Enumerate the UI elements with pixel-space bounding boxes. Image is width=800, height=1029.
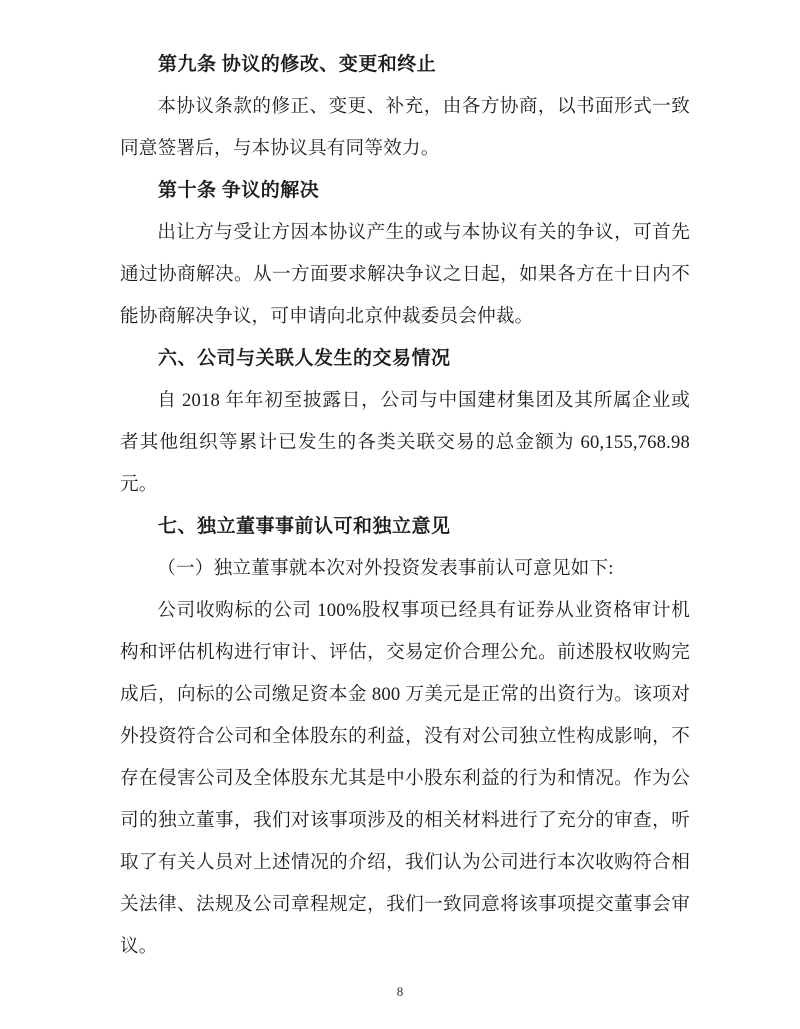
section-heading-seven: 七、独立董事事前认可和独立意见: [158, 516, 451, 537]
text-line: 通过协商解决。从一方面要求解决争议之日起，如果各方在十日内不: [120, 264, 690, 285]
text-line: 自 2018 年年初至披露日，公司与中国建材集团及其所属企业或: [157, 390, 690, 411]
text-line: 关法律、法规及公司章程规定，我们一致同意将该事项提交董事会审: [120, 894, 690, 915]
text-line: 出让方与受让方因本协议产生的或与本协议有关的争议，可首先: [157, 222, 690, 243]
text-line: 同意签署后，与本协议具有同等效力。: [120, 138, 440, 159]
section-heading-six: 六、公司与关联人发生的交易情况: [158, 348, 451, 369]
text-line: （一）独立董事就本次对外投资发表事前认可意见如下:: [157, 558, 614, 579]
section-heading-article-9: 第九条 协议的修改、变更和终止: [158, 54, 437, 75]
text-line: 取了有关人员对上述情况的介绍，我们认为公司进行本次收购符合相: [120, 852, 690, 873]
section-heading-article-10: 第十条 争议的解决: [158, 180, 320, 201]
page-number: 8: [396, 984, 404, 999]
text-line: 外投资符合公司和全体股东的利益，没有对公司独立性构成影响，不: [120, 726, 690, 747]
text-line: 本协议条款的修正、变更、补充，由各方协商，以书面形式一致: [157, 96, 690, 117]
document-page: [120, 44, 690, 968]
text-line: 存在侵害公司及全体股东尤其是中小股东利益的行为和情况。作为公: [120, 768, 690, 789]
text-line: 公司收购标的公司 100%股权事项已经具有证券从业资格审计机: [157, 600, 690, 621]
text-line: 元。: [120, 474, 158, 495]
text-line: 者其他组织等累计已发生的各类关联交易的总金额为 60,155,768.98: [120, 432, 690, 453]
text-line: 能协商解决争议，可申请向北京仲裁委员会仲裁。: [120, 306, 534, 327]
text-line: 构和评估机构进行审计、评估，交易定价合理公允。前述股权收购完: [120, 642, 690, 663]
text-line: 司的独立董事，我们对该事项涉及的相关材料进行了充分的审查，听: [120, 810, 690, 831]
text-line: 成后，向标的公司缴足资本金 800 万美元是正常的出资行为。该项对: [120, 684, 690, 705]
text-line: 议。: [120, 936, 158, 957]
